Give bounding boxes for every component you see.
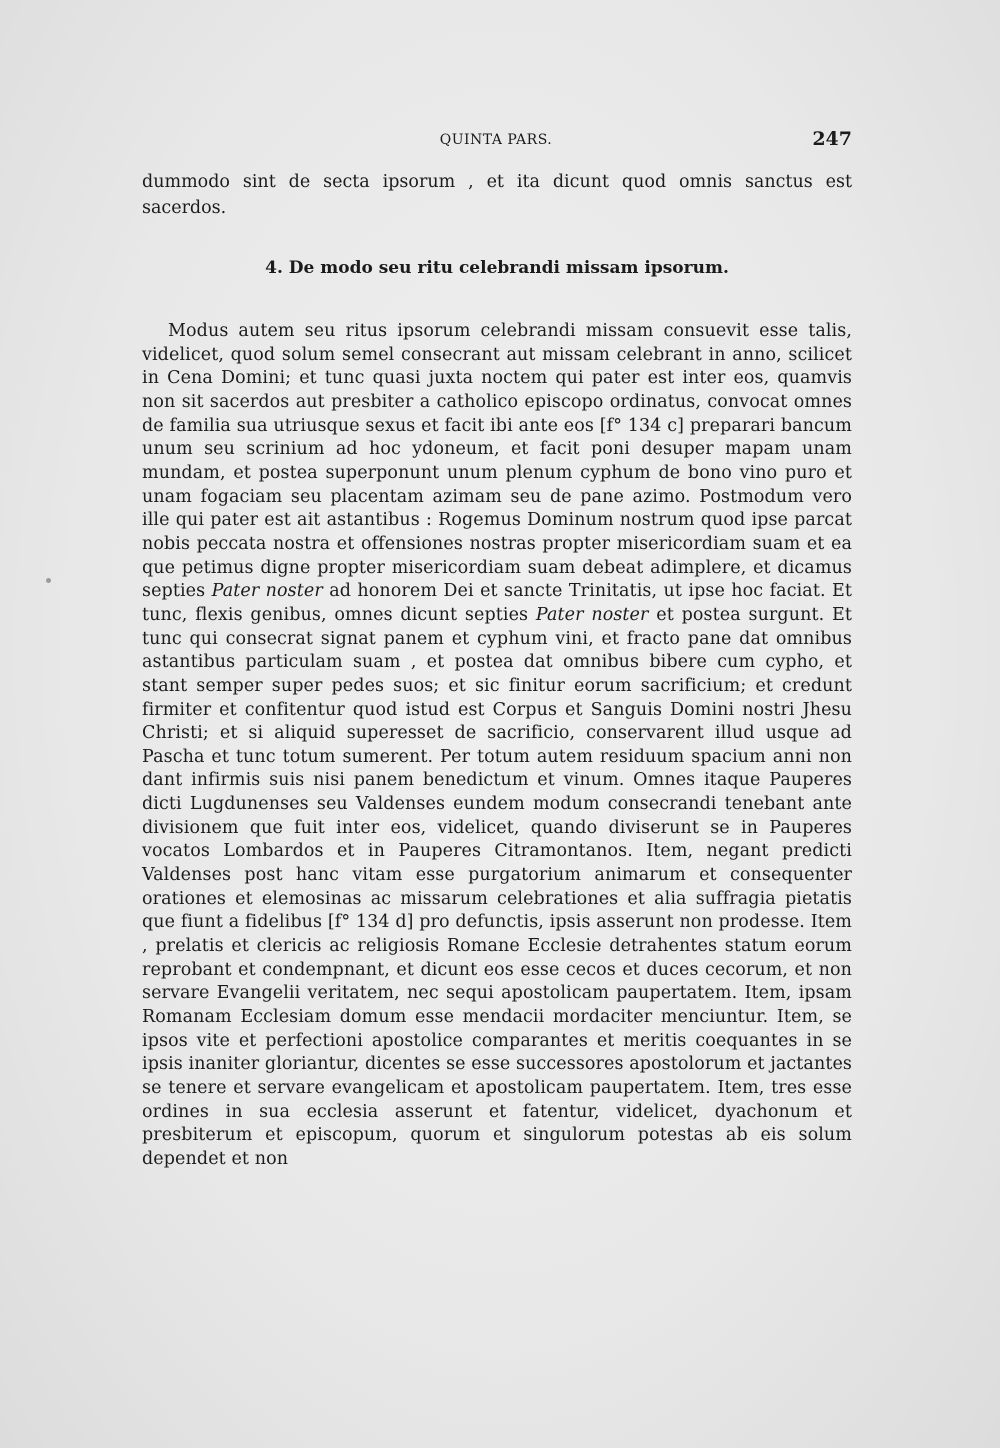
- section-heading: 4. De modo seu ritu celebrandi missam ipsorum.: [265, 258, 729, 278]
- opening-line-2: sacerdos.: [142, 198, 227, 218]
- page-number: 247: [812, 128, 852, 150]
- italic-pater-noster-2: Pater noster: [535, 604, 649, 625]
- paragraph-text-part-1: Modus autem seu ritus ipsorum celebrandi missam consuevit esse talis, videlicet, quod solum semel consecrant aut missam celebrant in anno, scilicet in Cena Domini; et tunc quasi juxta noctem qui pater est inter eos, quamvis non sit sacerdos aut presbiter a catholico episcopo ordinatus, convocat omnes de familia sua utriusque sexus et facit ibi ante eos [f° 134 c] preparari bancum unum seu scrinium ad hoc ydoneum, et facit poni desuper mapam unam mundam, et postea superponunt unum plenum cyphum de bono vino puro et unam fogaciam seu placentam azimam seu de pane azimo. Postmodum vero ille qui pater est ait astantibus : Rogemus Dominum nostrum quod ipse parcat nobis peccata nostra et offensiones nostras propter misericordiam suam et ea que petimus digne propter misericordiam suam debeat adimplere, et dicamus septies: [142, 321, 852, 602]
- paper-speck: [46, 578, 51, 583]
- italic-pater-noster-1: Pater noster: [211, 581, 323, 602]
- paragraph-text-part-2: ad honorem Dei et sancte Trinitatis, ut ipse hoc faciat. Et tunc, flexis genibus, omnes dicunt septies: [142, 581, 853, 625]
- paragraph-text-part-3: et postea surgunt. Et tunc qui consecrat signat panem et cyphum vini, et fracto pane dat omnibus astantibus particulam suam , et postea dat omnibus bibere cum cypho, et stant semper super pedes suos; et sic finitur eorum sacrificium; et credunt firmiter et confitentur quod istud est Corpus et Sanguis Domini nostri Jhesu Christi; et si aliquid superesset de sacrificio, conservarent illud usque ad Pascha et tunc totum sumerent. Per totum autem residuum spacium anni non dant infirmis suis nisi panem benedictum et vinum. Omnes itaque Pauperes dicti Lugdunenses seu Valdenses eundem modum consecrandi tenebant ante divisionem que fuit inter eos, videlicet, quando diviserunt se in Pauperes vocatos Lombardos et in Pauperes Citramontanos. Item, negant predicti Valdenses post hanc vitam esse purgatorium animarum et consequenter orationes et elemosinas ac missarum celebrationes et alia suffragia pietatis que fiunt a fidelibus [f° 134 d] pro defunctis, ipsis asserunt non prodesse. Item , prelatis et clericis ac religiosis Romane Ecclesie detrahentes statum eorum reprobant et condempnant, et dicunt eos esse cecos et duces cecorum, et non servare Evangelii veritatem, nec sequi apostolicam paupertatem. Item, ipsam Romanam Ecclesiam domum esse mendacii mordaciter menciuntur. Item, se ipsos vite et perfectioni apostolice comparantes et meritis coequantes in se ipsis inaniter gloriantur, dicentes se esse successores apostolorum et jactantes se tenere et servare evangelicam et apostolicam paupertatem. Item, tres esse ordines in sua ecclesia asserunt et fatentur, videlicet, dyachonum et presbiterum et episcopum, quorum et singulorum potestas ab eis solum dependet et non: [142, 604, 852, 1169]
- running-title: QUINTA PARS.: [439, 132, 553, 148]
- running-head: [140, 128, 852, 156]
- body-paragraph: [142, 320, 852, 1172]
- opening-line-1: dummodo sint de secta ipsorum , et ita dicunt quod omnis sanctus est: [142, 172, 852, 192]
